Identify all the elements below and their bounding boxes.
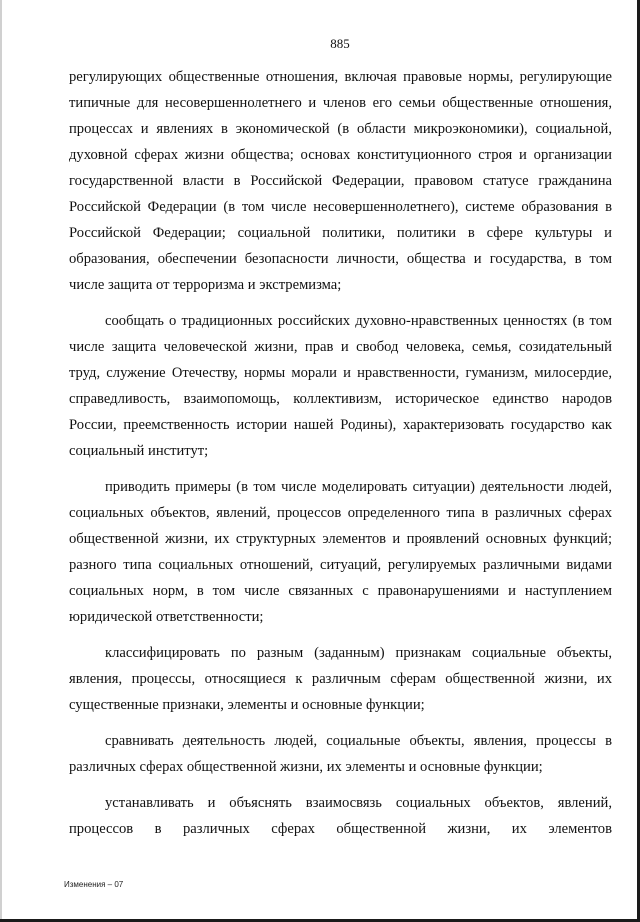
paragraph-3: приводить примеры (в том числе моделировать ситуации) деятельности людей, социальных объектов, явлений, процессов определенного типа в различных сферах общественной жизни, их структурных элементов и проявлений основных функций; разного типа социальных отношений, ситуаций, регулируемых различными видами социальных норм, в том числе связанных с правонарушениями и наступлением юридической ответственности; [69,479,612,625]
paragraph-5: сравнивать деятельность людей, социальные объекты, явления, процессы в различных сферах общественной жизни, их элементы и основные функции; [69,733,612,775]
document-body [69,64,612,842]
paragraph-1: регулирующих общественные отношения, включая правовые нормы, регулирующие типичные для несовершеннолетнего и членов его семьи общественные отношения, процессах и явлениях в экономической (в области микроэкономики), социальной, духовной сферах жизни общества; основах конституционного строя и организации государственной власти в Российской Федерации, правовом статусе гражданина Российской Федерации (в том числе несовершеннолетнего), системе образования в Российской Федерации; социальной политики, политики в сфере культуры и образования, обеспечении безопасности личности, общества и государства, в том числе защита от терроризма и экстремизма; [69,69,612,293]
paragraph-6: устанавливать и объяснять взаимосвязь социальных объектов, явлений, процессов в различных сферах общественной жизни, их элементов [69,795,612,837]
paragraph-2: сообщать о традиционных российских духовно-нравственных ценностях (в том числе защита человеческой жизни, прав и свобод человека, семья, созидательный труд, служение Отечеству, нормы морали и нравственности, гуманизм, милосердие, справедливость, взаимопомощь, коллективизм, историческое единство народов России, преемственность истории нашей Родины), характеризовать государство как социальный институт; [69,313,612,459]
paragraph-4: классифицировать по разным (заданным) признакам социальные объекты, явления, процессы, относящиеся к различным сферам общественной жизни, их существенные признаки, элементы и основные функции; [69,645,612,713]
footer-revision: Изменения – 07 [64,880,124,889]
scan-edge-left [0,0,2,922]
page-number: 885 [330,36,350,51]
